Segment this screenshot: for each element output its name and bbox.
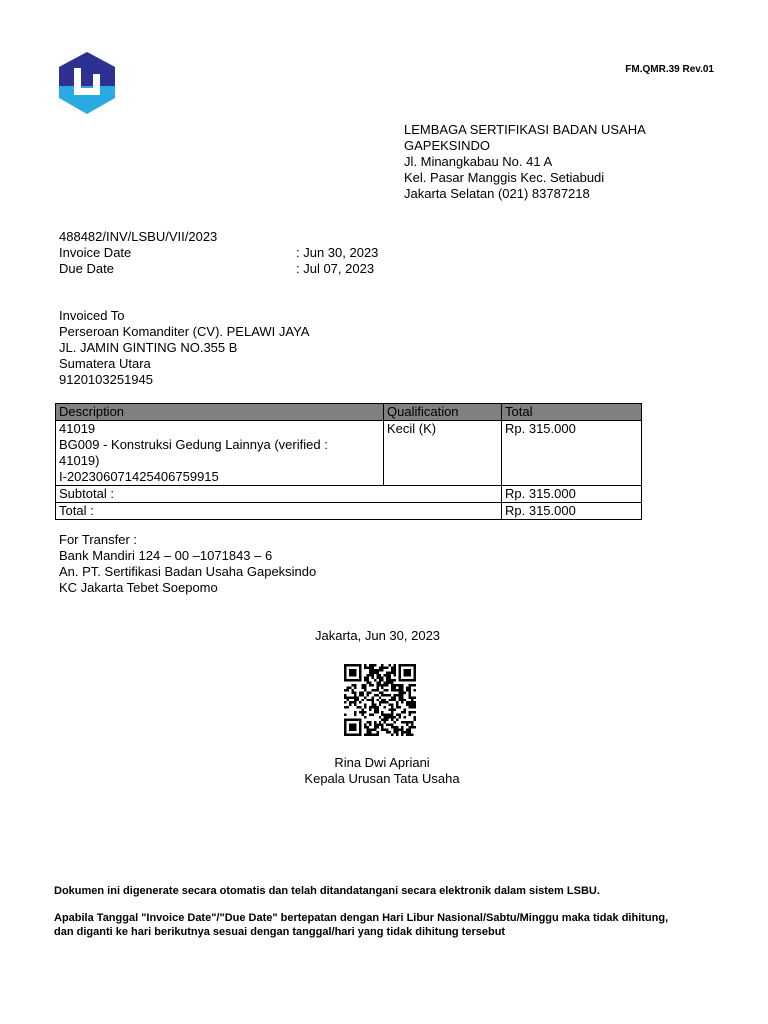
holiday-note — [54, 911, 744, 939]
column-header-qualification: Qualification — [384, 404, 502, 421]
due-date-label: Due Date — [59, 261, 114, 276]
form-code: FM.QMR.39 Rev.01 — [625, 64, 714, 75]
total-value: Rp. 315.000 — [502, 503, 642, 520]
column-header-description: Description — [56, 404, 384, 421]
table-header-row — [56, 404, 642, 421]
subtotal-row — [56, 486, 642, 503]
transfer-heading: For Transfer : — [59, 532, 138, 547]
total-label: Total : — [56, 503, 502, 520]
transfer-info — [59, 532, 316, 596]
generated-note: Dokumen ini digenerate secara otomatis dan telah ditandatangani secara elektronik dalam sistem LSBU. — [54, 885, 600, 897]
item-reference: I-202306071425406759915 — [59, 469, 219, 484]
holiday-note-line: Apabila Tanggal "Invoice Date"/"Due Date" bertepatan dengan Hari Libur Nasional/Sabtu/Minggu maka tidak dihitung, — [54, 912, 669, 924]
item-total: Rp. 315.000 — [502, 421, 642, 486]
account-holder: An. PT. Sertifikasi Badan Usaha Gapeksindo — [59, 564, 317, 579]
item-name-cont: 41019) — [59, 453, 100, 468]
item-description — [56, 421, 384, 486]
invoiced-to-line: Sumatera Utara — [59, 356, 151, 371]
item-code: 41019 — [59, 421, 96, 436]
company-logo — [57, 52, 117, 114]
total-row — [56, 503, 642, 520]
invoiced-to-line: 9120103251945 — [59, 372, 153, 387]
invoice-date-row — [59, 245, 389, 261]
qr-code-icon — [342, 664, 418, 736]
bank-branch: KC Jakarta Tebet Soepomo — [59, 580, 218, 595]
invoiced-to-line: Perseroan Komanditer (CV). PELAWI JAYA — [59, 324, 310, 339]
invoiced-to-line: JL. JAMIN GINTING NO.355 B — [59, 340, 238, 355]
issuer-line: Jakarta Selatan (021) 83787218 — [404, 186, 590, 201]
invoice-date-value: : Jun 30, 2023 — [296, 245, 379, 260]
issuer-line: LEMBAGA SERTIFIKASI BADAN USAHA — [404, 122, 646, 137]
holiday-note-line: dan diganti ke hari berikutnya sesuai dengan tanggal/hari yang tidak dihitung tersebut — [54, 926, 506, 938]
table-row — [56, 421, 642, 486]
place-date: Jakarta, Jun 30, 2023 — [315, 628, 441, 643]
issuer-line: Kel. Pasar Manggis Kec. Setiabudi — [404, 170, 605, 185]
invoice-date-label: Invoice Date — [59, 245, 132, 260]
invoiced-to-heading: Invoiced To — [59, 308, 125, 323]
invoice-items-table — [55, 403, 642, 520]
bank-account: Bank Mandiri 124 – 00 –1071843 – 6 — [59, 548, 273, 563]
column-header-total: Total — [502, 404, 642, 421]
item-name: BG009 - Konstruksi Gedung Lainnya (verified : — [59, 437, 328, 452]
item-qualification: Kecil (K) — [384, 421, 502, 486]
issuer-line: GAPEKSINDO — [404, 138, 490, 153]
due-date-row — [59, 261, 389, 277]
due-date-value: : Jul 07, 2023 — [296, 261, 375, 276]
invoiced-to — [59, 308, 309, 388]
issuer-line: Jl. Minangkabau No. 41 A — [404, 154, 553, 169]
signer-block — [282, 755, 482, 787]
issuer-address — [404, 122, 646, 202]
invoice-number: 488482/INV/LSBU/VII/2023 — [59, 229, 218, 244]
subtotal-value: Rp. 315.000 — [502, 486, 642, 503]
invoice-meta — [59, 229, 389, 277]
signer-title: Kepala Urusan Tata Usaha — [304, 771, 460, 786]
signer-name: Rina Dwi Apriani — [334, 755, 430, 770]
subtotal-label: Subtotal : — [56, 486, 502, 503]
